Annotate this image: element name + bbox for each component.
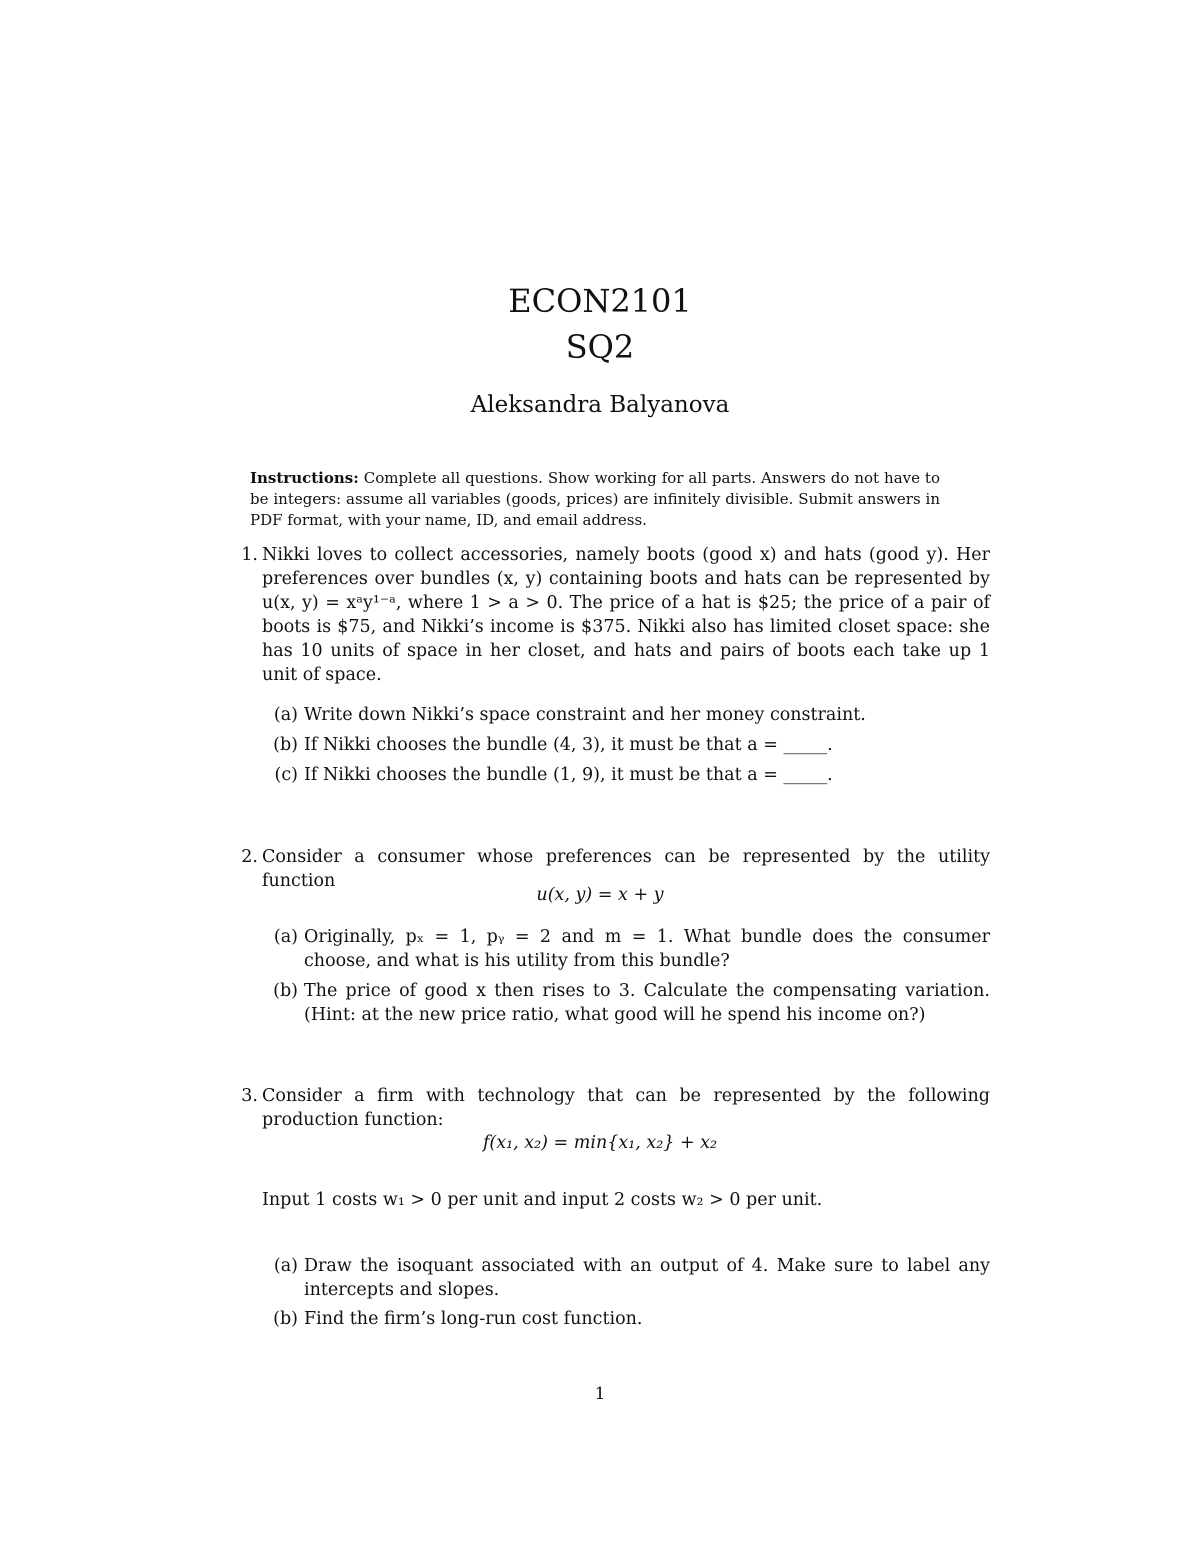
question-number: 2. [241,847,258,867]
course-title: ECON2101 [508,282,692,320]
question-2-part-b [264,979,990,1027]
part-label: (a) [273,705,298,725]
part-text: Write down Nikki’s space constraint and her money constraint. [304,705,866,725]
part-text: Draw the isoquant associated with an output of 4. Make sure to label any intercepts and slopes. [304,1256,990,1300]
assignment-title: SQ2 [565,328,635,366]
part-label: (a) [273,1256,298,1276]
question-1-part-a [264,703,990,727]
part-label: (b) [273,1309,298,1329]
followup-text: Input 1 costs w₁ > 0 per unit and input 2 costs w₂ > 0 per unit. [262,1190,823,1210]
part-text: If Nikki chooses the bundle (1, 9), it must be that a = _____. [304,765,833,785]
question-number: 3. [241,1086,258,1106]
question-text: Consider a consumer whose preferences can be represented by the utility function [262,847,990,891]
question-3-followup [232,1188,990,1212]
part-text: Originally, pₓ = 1, pᵧ = 2 and m = 1. What bundle does the consumer choose, and what is his utility from this bundle? [304,927,990,971]
question-text: Consider a firm with technology that can be represented by the following production function: [262,1086,990,1130]
instructions-block [250,468,940,531]
part-label: (b) [273,735,298,755]
author-name: Aleksandra Balyanova [470,392,730,418]
question-number: 1. [241,545,258,565]
page-number: 1 [594,1384,606,1404]
question-1-part-c [264,763,990,787]
question-1 [232,543,990,687]
question-3-part-a [264,1254,990,1302]
part-text: Find the firm’s long-run cost function. [304,1309,643,1329]
question-text: Nikki loves to collect accessories, namely boots (good x) and hats (good y). Her preferences over bundles (x, y) containing boots and hats can be represented by u(x, y) = xᵃy¹⁻ᵃ, where 1 > a > 0. The price of a hat is $25; the price of a pair of boots is $75, and Nikki’s income is $375. Nikki also has limited closet space: she has 10 units of space in her closet, and hats and pairs of boots each take up 1 unit of space. [262,545,990,685]
utility-equation: u(x, y) = x + y [536,885,664,905]
part-label: (a) [273,927,298,947]
part-label: (c) [274,765,298,785]
instructions-label: Instructions: [250,469,359,487]
part-label: (b) [273,981,298,1001]
question-2-part-a [264,925,990,973]
part-text: The price of good x then rises to 3. Calculate the compensating variation. (Hint: at the new price ratio, what good will he spend his income on?) [304,981,990,1025]
part-text: If Nikki chooses the bundle (4, 3), it must be that a = _____. [304,735,833,755]
instructions-text: Complete all questions. Show working for all parts. Answers do not have to be integers: assume all variables (goods, prices) are infinitely divisible. Submit answers in PDF format, with your name, ID, and email address. [250,469,940,529]
question-3-part-b [264,1307,990,1331]
question-1-part-b [264,733,990,757]
production-equation: f(x₁, x₂) = min{x₁, x₂} + x₂ [482,1133,718,1153]
question-3 [232,1084,990,1132]
